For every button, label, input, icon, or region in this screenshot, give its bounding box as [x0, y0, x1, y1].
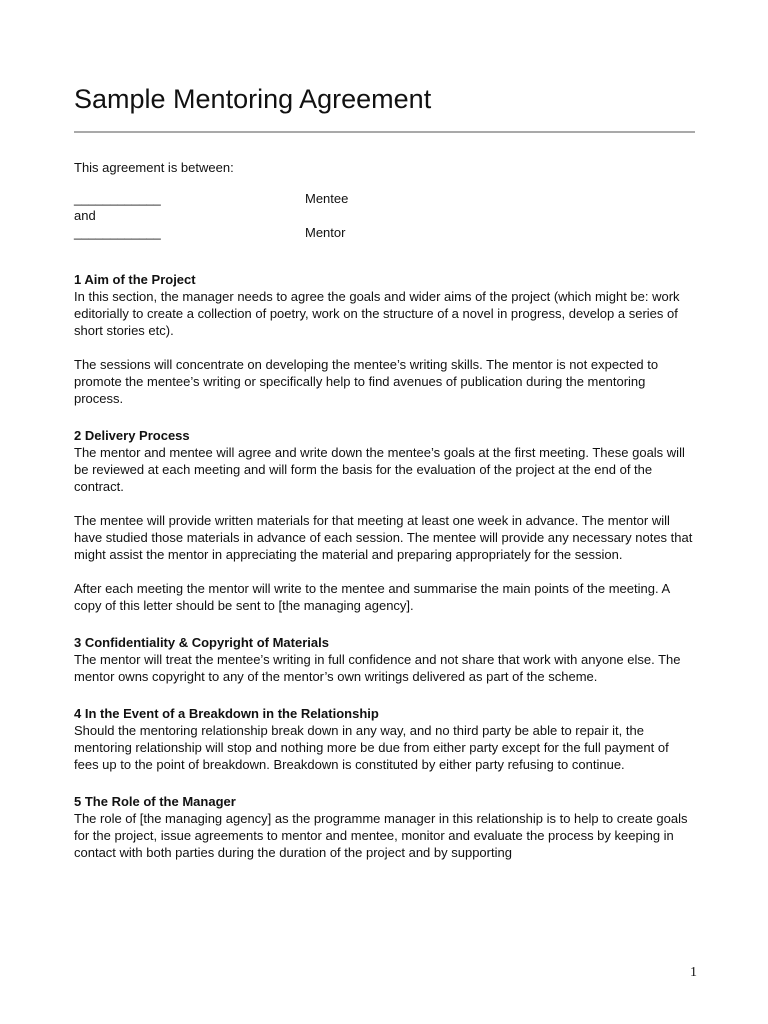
mentee-party-row [74, 190, 696, 207]
section-paragraph: The mentor will treat the mentee’s writing in full confidence and not share that work with anyone else. The mentor owns copyright to any of the mentor’s own writings delivered as part of the scheme. [74, 652, 681, 684]
section-heading: 5 The Role of the Manager [74, 794, 236, 809]
section-confidentiality-copyright [74, 634, 696, 685]
section-heading: 2 Delivery Process [74, 428, 190, 443]
mentee-label: Mentee [305, 191, 349, 206]
mentor-label: Mentor [305, 225, 346, 240]
section-role-of-manager [74, 793, 696, 861]
section-paragraph: The mentor and mentee will agree and write down the mentee’s goals at the first meeting. These goals will be reviewed at each meeting and will form the basis for the evaluation of the project at the end of the contract. [74, 445, 685, 494]
mentor-signature-blank: ____________ [74, 225, 161, 240]
mentor-party-row [74, 224, 696, 241]
party-connector: and [74, 208, 96, 223]
section-paragraph: The mentee will provide written materials for that meeting at least one week in advance. The mentor will have studied those materials in advance of each session. The mentee will provide any necessary notes that might assist the mentor in appreciating the material and preparing appropriately for the session. [74, 513, 693, 562]
section-delivery-process [74, 427, 696, 614]
document-content [74, 159, 696, 861]
section-paragraph: After each meeting the mentor will write to the mentee and summarise the main points of the meeting. A copy of this letter should be sent to [the managing agency]. [74, 581, 670, 613]
section-heading: 4 In the Event of a Breakdown in the Relationship [74, 706, 379, 721]
mentee-signature-blank: ____________ [74, 191, 161, 206]
section-relationship-breakdown [74, 705, 696, 773]
section-paragraph: The role of [the managing agency] as the programme manager in this relationship is to help to create goals for the project, issue agreements to mentor and mentee, monitor and evaluate the process by keeping in contact with both parties during the duration of the project and by supporting [74, 811, 688, 860]
section-paragraph: Should the mentoring relationship break down in any way, and no third party be able to repair it, the mentoring relationship will stop and nothing more be due from either party except for the full payment of fees up to the point of breakdown. Breakdown is constituted by either party refusing to continue. [74, 723, 669, 772]
document-title: Sample Mentoring Agreement [74, 84, 432, 114]
agreement-intro: This agreement is between: [74, 160, 234, 175]
section-heading: 3 Confidentiality & Copyright of Materials [74, 635, 329, 650]
section-heading: 1 Aim of the Project [74, 272, 196, 287]
title-divider [74, 131, 695, 133]
section-aim-of-project [74, 271, 696, 407]
page-number: 1 [690, 965, 697, 980]
section-paragraph: In this section, the manager needs to agree the goals and wider aims of the project (which might be: work editorially to create a collection of poetry, work on the structure of a novel in progress, develop a series of short stories etc). [74, 289, 680, 338]
section-paragraph: The sessions will concentrate on developing the mentee’s writing skills. The mentor is not expected to promote the mentee’s writing or specifically help to find avenues of publication during the mentoring process. [74, 357, 659, 406]
